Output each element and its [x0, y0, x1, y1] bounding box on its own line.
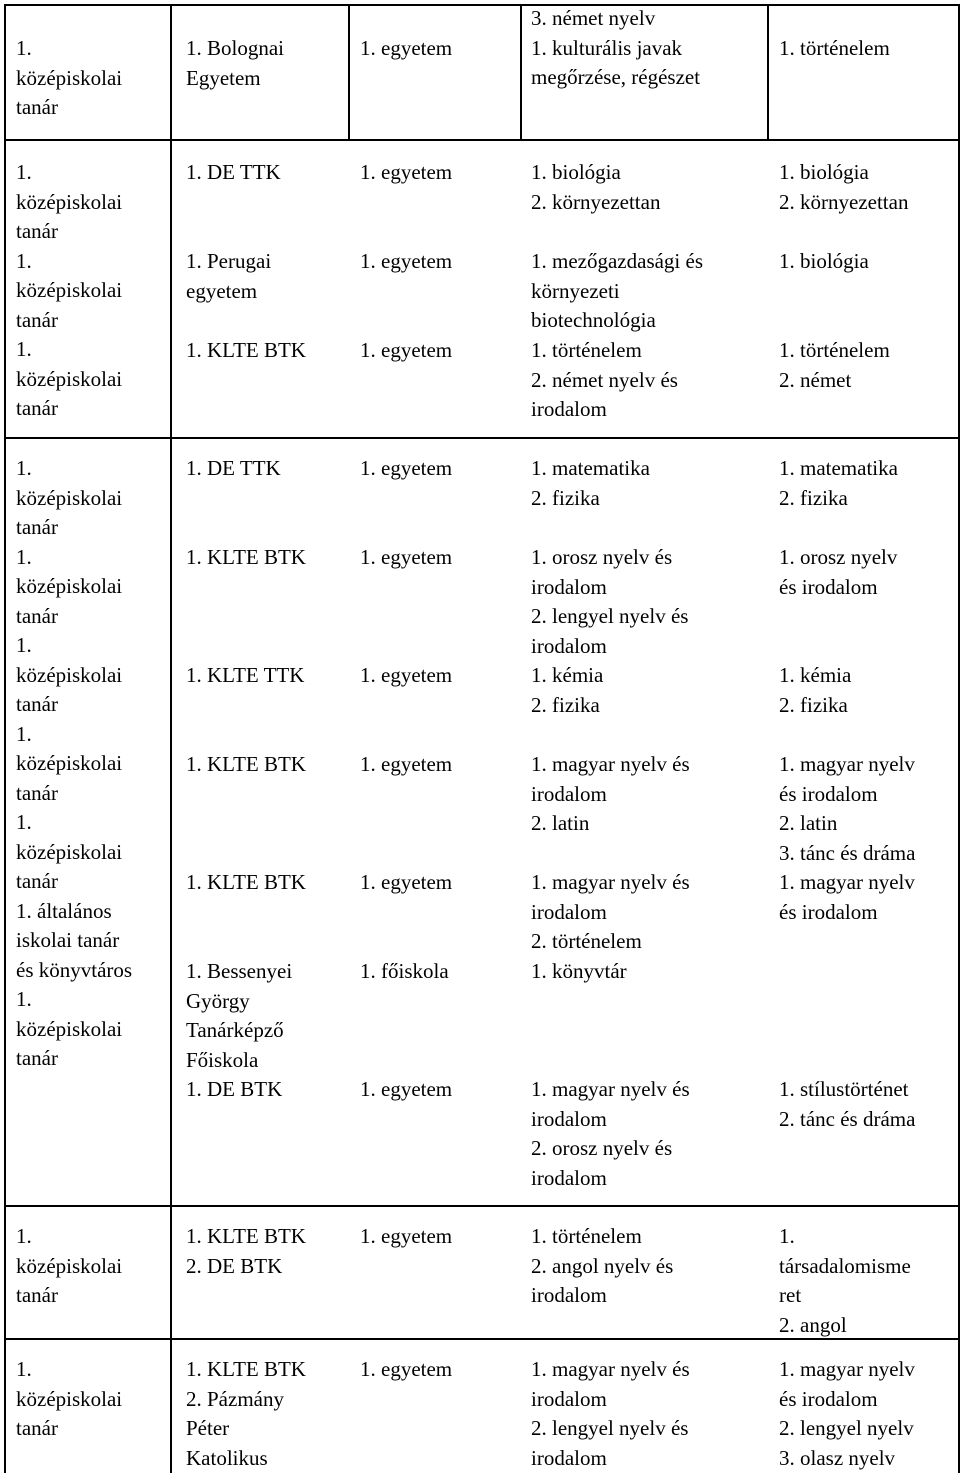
col-border	[348, 4, 350, 140]
major-cell: 3. német nyelv 1. kulturális javak megőrzése, régészet	[531, 6, 701, 89]
institution-cell: 1. KLTE BTK 2. DE BTK	[186, 1224, 306, 1278]
institution-cell: 1. KLTE BTK 2. Pázmány Péter Katolikus	[186, 1357, 306, 1470]
major-cell: 1. orosz nyelv és irodalom 2. lengyel nyelv és irodalom	[531, 545, 689, 658]
level-cell: 1. egyetem	[360, 160, 453, 184]
taught-subject-cell: 1. matematika 2. fizika	[779, 456, 898, 510]
taught-subject-cell: 1. biológia 2. környezettan	[779, 160, 909, 214]
col-border	[170, 4, 172, 1473]
major-cell: 1. magyar nyelv és irodalom 2. történelem	[531, 870, 690, 953]
institution-cell: 1. Perugai egyetem	[186, 249, 272, 303]
row-border	[4, 139, 959, 141]
level-cell: 1. egyetem	[360, 338, 453, 362]
col-border	[4, 4, 6, 1473]
institution-cell: 1. KLTE BTK	[186, 338, 306, 362]
level-cell: 1. egyetem	[360, 1077, 453, 1101]
institution-cell: 1. Bolognai Egyetem	[186, 36, 284, 90]
major-cell: 1. magyar nyelv és irodalom 2. latin	[531, 752, 690, 835]
major-cell: 1. könyvtár	[531, 959, 627, 983]
level-cell: 1. egyetem	[360, 456, 453, 480]
taught-subject-cell: 1. kémia 2. fizika	[779, 663, 852, 717]
level-cell: 1. egyetem	[360, 663, 453, 687]
position-cell: 1. középiskolai tanár 1. középiskolai tanár 1. középiskolai tanár 1. középiskolai tanár 1. középiskolai tanár 1. általános iskolai tanár és könyvtáros 1. középiskolai tanár	[16, 456, 133, 1070]
col-border	[520, 4, 522, 140]
institution-cell: 1. DE BTK	[186, 1077, 283, 1101]
institution-cell: 1. KLTE BTK	[186, 870, 306, 894]
major-cell: 1. magyar nyelv és irodalom 2. lengyel nyelv és irodalom	[531, 1357, 690, 1470]
level-cell: 1. főiskola	[360, 959, 449, 983]
major-cell: 1. matematika 2. fizika	[531, 456, 650, 510]
col-border	[958, 4, 960, 1473]
level-cell: 1. egyetem	[360, 752, 453, 776]
major-cell: 1. kémia 2. fizika	[531, 663, 604, 717]
taught-subject-cell: 1. orosz nyelv és irodalom	[779, 545, 898, 599]
level-cell: 1. egyetem	[360, 1224, 453, 1248]
taught-subject-cell: 1. magyar nyelv és irodalom 2. lengyel nyelv 3. olasz nyelv	[779, 1357, 915, 1470]
position-cell: 1. középiskolai tanár	[16, 1224, 123, 1307]
institution-cell: 1. DE TTK	[186, 160, 281, 184]
position-cell: 1. középiskolai tanár 1. középiskolai tanár 1. középiskolai tanár	[16, 160, 123, 420]
major-cell: 1. biológia 2. környezettan	[531, 160, 661, 214]
major-cell: 1. mezőgazdasági és környezeti biotechnológia	[531, 249, 704, 332]
level-cell: 1. egyetem	[360, 545, 453, 569]
taught-subject-cell: 1. történelem 2. német	[779, 338, 890, 392]
taught-subject-cell: 1. stílustörténet 2. tánc és dráma	[779, 1077, 916, 1131]
row-border	[4, 1205, 959, 1207]
taught-subject-cell: 1. magyar nyelv és irodalom 2. latin 3. tánc és dráma	[779, 752, 916, 865]
major-cell: 1. magyar nyelv és irodalom 2. orosz nyelv és irodalom	[531, 1077, 690, 1190]
taught-subject-cell: 1. társadalomisme ret 2. angol	[779, 1224, 911, 1337]
taught-subject-cell: 1. történelem	[779, 36, 890, 60]
major-cell: 1. történelem 2. angol nyelv és irodalom	[531, 1224, 674, 1307]
position-cell: 1. középiskolai tanár	[16, 36, 123, 119]
institution-cell: 1. Bessenyei György Tanárképző Főiskola	[186, 959, 293, 1072]
level-cell: 1. egyetem	[360, 249, 453, 273]
level-cell: 1. egyetem	[360, 870, 453, 894]
institution-cell: 1. KLTE BTK	[186, 752, 306, 776]
major-cell: 1. történelem 2. német nyelv és irodalom	[531, 338, 678, 421]
row-border	[4, 4, 959, 6]
institution-cell: 1. KLTE TTK	[186, 663, 305, 687]
institution-cell: 1. DE TTK	[186, 456, 281, 480]
level-cell: 1. egyetem	[360, 36, 453, 60]
level-cell: 1. egyetem	[360, 1357, 453, 1381]
taught-subject-cell: 1. magyar nyelv és irodalom	[779, 870, 915, 924]
taught-subject-cell: 1. biológia	[779, 249, 869, 273]
institution-cell: 1. KLTE BTK	[186, 545, 306, 569]
col-border	[767, 4, 769, 140]
position-cell: 1. középiskolai tanár	[16, 1357, 123, 1440]
row-border	[4, 437, 959, 439]
